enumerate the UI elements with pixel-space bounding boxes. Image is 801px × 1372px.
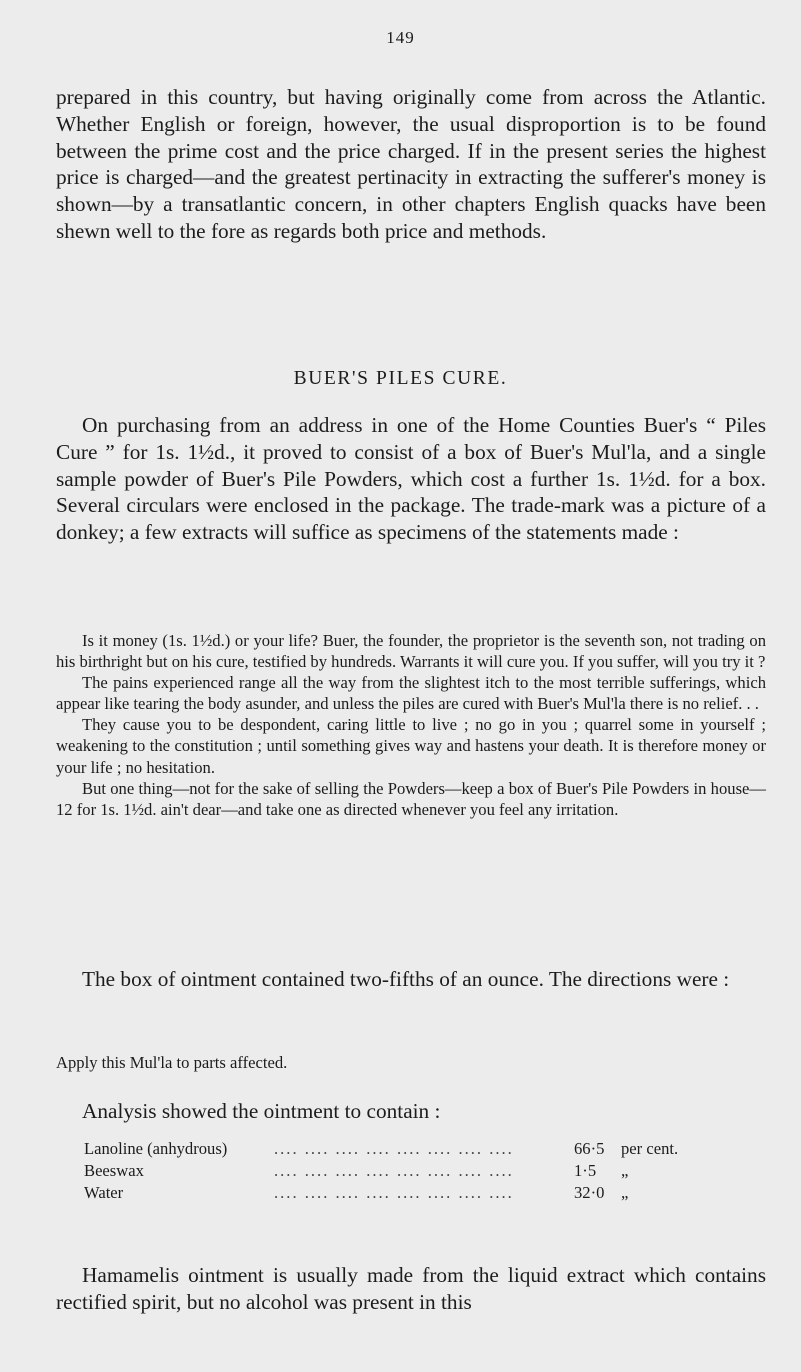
ingredient-name: Lanoline (anhydrous) — [84, 1139, 228, 1158]
ingredient-unit: „ — [621, 1183, 629, 1202]
analysis-row — [84, 1138, 684, 1160]
analysis-table — [84, 1138, 684, 1204]
quote-paragraph: The pains experienced range all the way from the slightest itch to the most terrible sufferings, which appear like tearing the body asunder, and unless the piles are cured with Buer's Mul'la there is no relief. . . — [56, 673, 766, 714]
leader-dots: .... .... .... .... .... .... .... .... — [274, 1183, 514, 1202]
analysis-row — [84, 1160, 684, 1182]
ingredient-unit: per cent. — [621, 1139, 679, 1158]
ingredient-value: 1·5 — [574, 1161, 597, 1180]
ointment-paragraph: The box of ointment contained two-fifths of an ounce. The directions were : — [82, 967, 730, 991]
analysis-intro: Analysis showed the ointment to contain : — [82, 1099, 441, 1123]
page-number: 149 — [386, 28, 415, 47]
directions-line: Apply this Mul'la to parts affected. — [56, 1053, 288, 1072]
analysis-row — [84, 1182, 684, 1204]
quote-paragraph: Is it money (1s. 1½d.) or your life? Buer, the founder, the proprietor is the seventh son, not trading on his birthright but on his cure, testified by hundreds. Warrants it will cure you. If you suffer, will you try it ? — [56, 631, 766, 672]
ingredient-value: 66·5 — [574, 1139, 605, 1158]
leader-dots: .... .... .... .... .... .... .... .... — [274, 1161, 514, 1180]
intro-paragraph: prepared in this country, but having originally come from across the Atlantic. Whether English or foreign, however, the usual disproportion is to be found between the prime cost and the price charged. If in the present series the highest price is charged—and the greatest pertinacity in extracting the sufferer's money is shown—by a transatlantic concern, in other chapters English quacks have been shewn well to the fore as regards both price and methods. — [56, 85, 766, 243]
ingredient-name: Water — [84, 1183, 124, 1202]
leader-dots: .... .... .... .... .... .... .... .... — [274, 1139, 514, 1158]
circular-extracts — [56, 630, 766, 820]
purchase-paragraph: On purchasing from an address in one of the Home Counties Buer's “ Piles Cure ” for 1s. 1½d., it proved to consist of a box of Buer's Mul'la, and a single sample powder of Buer's Pile Powders, which cost a further 1s. 1½d. for a box. Several circulars were enclosed in the package. The trade-mark was a picture of a donkey; a few extracts will suffice as specimens of the statements made : — [56, 413, 766, 545]
section-heading: BUER'S PILES CURE. — [293, 368, 508, 389]
quote-paragraph: But one thing—not for the sake of selling the Powders—keep a box of Buer's Pile Powders in house—12 for 1s. 1½d. ain't dear—and take one as directed whenever you feel any irritation. — [56, 778, 766, 819]
ingredient-value: 32·0 — [574, 1183, 605, 1202]
ingredient-unit: „ — [621, 1161, 629, 1180]
closing-paragraph: Hamamelis ointment is usually made from the liquid extract which contains rectified spirit, but no alcohol was present in this — [56, 1263, 766, 1314]
ingredient-name: Beeswax — [84, 1161, 144, 1180]
quote-paragraph: They cause you to be despondent, caring little to live ; no go in you ; quarrel some in yourself ; weakening to the constitution ; until something gives way and hastens your death. It is therefore money or your life ; no hesitation. — [56, 715, 766, 777]
